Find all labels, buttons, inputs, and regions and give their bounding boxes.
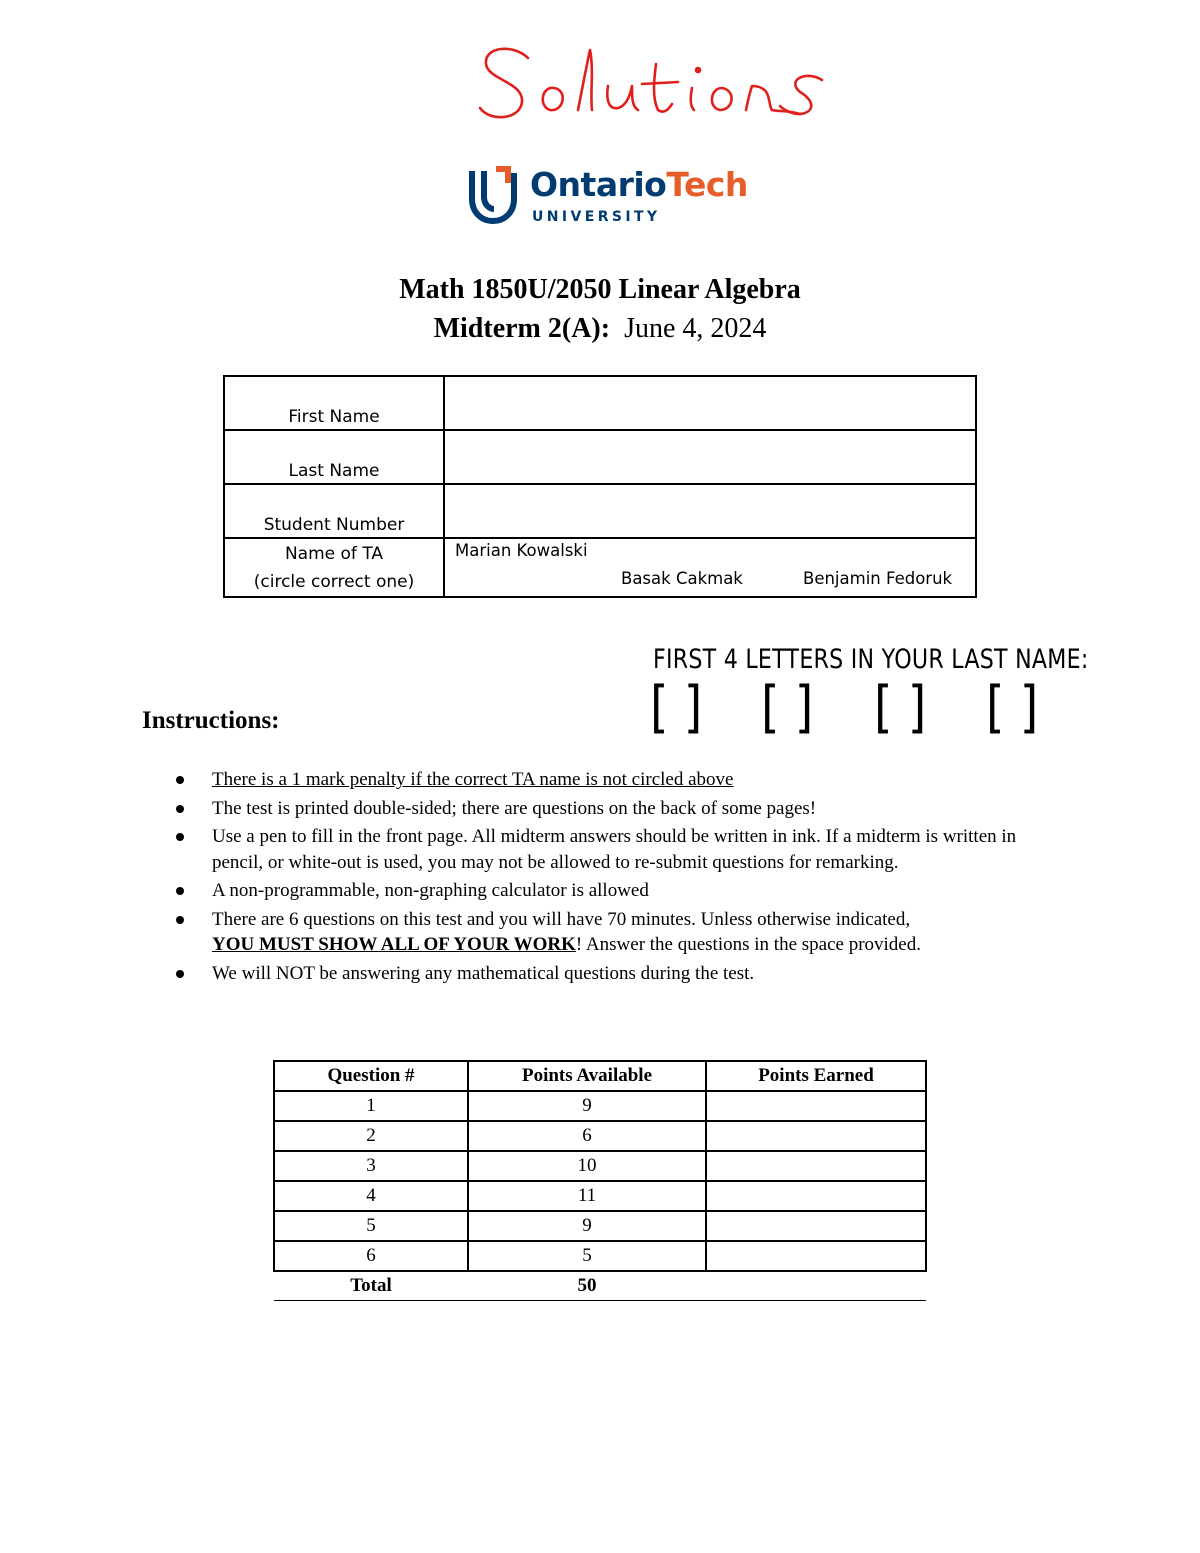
ta-label-line1: Name of TA: [284, 543, 384, 564]
ta-label: [224, 538, 444, 597]
table-row: [274, 1211, 926, 1241]
header-points-earned: Points Earned: [706, 1061, 926, 1091]
points-earned-field[interactable]: [706, 1151, 926, 1181]
last-name-letters-label: FIRST 4 LETTERS IN YOUR LAST NAME:: [653, 644, 1089, 675]
logo-wordmark: [530, 165, 748, 204]
points-available: 6: [468, 1121, 706, 1151]
table-row: [274, 1181, 926, 1211]
handwritten-solutions-mark: [470, 40, 850, 130]
instruction-text: Use a pen to fill in the front page. All midterm answers should be written in ink. If a midterm is written in pencil, or white-out is used, you may not be allowed to re-submit questions for remarking.: [212, 826, 1017, 873]
logo-wordmark-ontario: Ontario: [530, 165, 667, 204]
university-shield-icon: [468, 165, 518, 225]
instruction-text: ! Answer the questions in the space provided.: [575, 934, 921, 955]
question-number: 3: [274, 1151, 468, 1181]
table-row: [274, 1121, 926, 1151]
points-earned-field[interactable]: [706, 1091, 926, 1121]
points-available: 5: [468, 1241, 706, 1271]
header-points-available: Points Available: [468, 1061, 706, 1091]
table-row: [274, 1091, 926, 1121]
table-row: [274, 1151, 926, 1181]
points-available: 9: [468, 1091, 706, 1121]
points-earned-field[interactable]: [706, 1121, 926, 1151]
last-name-label: Last Name: [224, 430, 444, 484]
instructions-list: [176, 767, 1056, 989]
exam-date: June 4, 2024: [624, 313, 767, 344]
exam-title: [0, 313, 1200, 345]
first-name-label: First Name: [224, 376, 444, 430]
instruction-item: [176, 767, 1056, 793]
points-available: 11: [468, 1181, 706, 1211]
ta-option-2[interactable]: Basak Cakmak: [621, 569, 743, 588]
instructions-heading: Instructions:: [142, 707, 280, 734]
total-row: [274, 1271, 926, 1301]
letter-box-4[interactable]: [ ]: [986, 675, 1039, 740]
letter-box-1[interactable]: [ ]: [650, 675, 703, 740]
total-value: 50: [468, 1271, 706, 1301]
question-number: 1: [274, 1091, 468, 1121]
instruction-item: [176, 961, 1056, 987]
points-earned-field[interactable]: [706, 1241, 926, 1271]
header-question: Question #: [274, 1061, 468, 1091]
ta-option-1[interactable]: Marian Kowalski: [455, 541, 588, 560]
points-earned-field[interactable]: [706, 1181, 926, 1211]
instruction-text: We will NOT be answering any mathematical questions during the test.: [212, 962, 755, 984]
first-name-field[interactable]: [444, 376, 976, 430]
points-available: 9: [468, 1211, 706, 1241]
ta-label-line2: (circle correct one): [253, 571, 415, 592]
question-number: 6: [274, 1241, 468, 1271]
instruction-text: There are 6 questions on this test and you will have 70 minutes. Unless otherwise indicated,: [212, 908, 911, 930]
letter-box-3[interactable]: [ ]: [874, 675, 927, 740]
student-number-label: Student Number: [224, 484, 444, 538]
question-number: 5: [274, 1211, 468, 1241]
logo-wordmark-tech: Tech: [666, 165, 748, 204]
course-title: Math 1850U/2050 Linear Algebra: [399, 274, 801, 305]
student-number-field[interactable]: [444, 484, 976, 538]
ta-option-3[interactable]: Benjamin Fedoruk: [803, 569, 953, 588]
total-earned-field[interactable]: [706, 1271, 926, 1301]
last-name-field[interactable]: [444, 430, 976, 484]
letter-box-2[interactable]: [ ]: [761, 675, 814, 740]
student-info-table: [223, 375, 977, 598]
instruction-item: [176, 824, 1056, 875]
instruction-text: The test is printed double-sided; there are questions on the back of some pages!: [212, 797, 817, 819]
total-label: Total: [274, 1271, 468, 1301]
instruction-item: [176, 878, 1056, 904]
points-table: [273, 1060, 927, 1301]
question-number: 4: [274, 1181, 468, 1211]
instruction-item: [176, 796, 1056, 822]
question-number: 2: [274, 1121, 468, 1151]
logo-subtitle: UNIVERSITY: [532, 209, 661, 225]
points-available: 10: [468, 1151, 706, 1181]
exam-label: Midterm 2(A):: [433, 313, 611, 344]
points-earned-field[interactable]: [706, 1211, 926, 1241]
instruction-text: There is a 1 mark penalty if the correct TA name is not circled above: [212, 769, 734, 790]
instruction-item: [176, 907, 1056, 958]
table-row: [274, 1241, 926, 1271]
ontario-tech-logo: [468, 163, 748, 231]
ta-options: [444, 538, 976, 597]
instruction-emphasis: YOU MUST SHOW ALL OF YOUR WORK: [212, 934, 576, 955]
points-table-header: [274, 1061, 926, 1091]
instruction-text: A non-programmable, non-graphing calculator is allowed: [212, 880, 649, 901]
